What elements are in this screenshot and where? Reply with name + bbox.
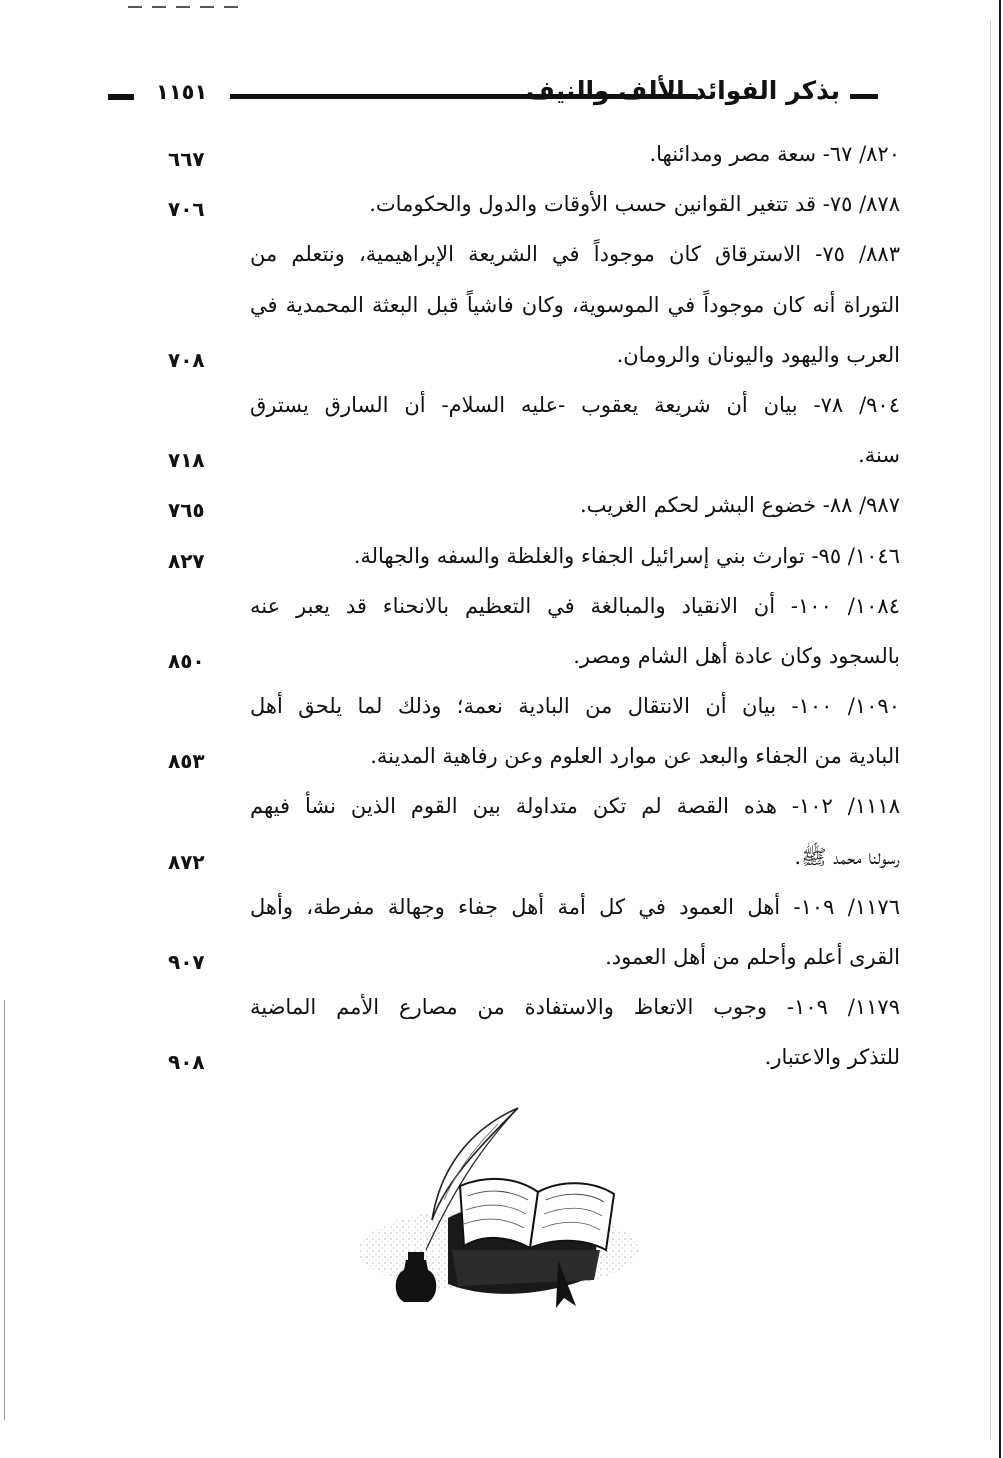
running-title: بذكر الفوائد الألف والنيف (525, 76, 840, 105)
entry-text: البادية من الجفاء والبعد عن موارد العلوم وعن رفاهية المدينة. (370, 744, 900, 769)
index-entry-line (150, 336, 900, 386)
index-entry-line (150, 888, 900, 938)
running-header (108, 76, 878, 116)
entry-text: ٨٨٣/ ٧٥- الاسترقاق كان موجوداً في الشريعة الإبراهيمية، ونتعلم من (250, 242, 900, 267)
entry-page-ref: ٦٦٧ (168, 147, 205, 171)
index-entry-line (150, 838, 900, 888)
index-entry-line (150, 637, 900, 687)
entry-text: التوراة أنه كان موجوداً في الموسوية، وكان فاشياً قبل البعثة المحمدية في (250, 292, 900, 317)
index-entry-line (150, 938, 900, 988)
index-entry-line (150, 537, 900, 587)
entry-page-ref: ٨٧٢ (168, 849, 205, 874)
page-edge-shadow (990, 20, 991, 1440)
entry-page-ref: ٨٢٧ (168, 548, 205, 573)
entry-page-ref: ٩٠٨ (168, 1050, 205, 1075)
entry-text: ١٠٨٤/ ١٠٠- أن الانقياد والمبالغة في التعظيم بالانحناء قد يعبر عنه (250, 593, 900, 618)
entry-text: ٩٠٤/ ٧٨- بيان أن شريعة يعقوب -عليه السلام- أن السارق يسترق (250, 392, 900, 417)
entry-text: ١٠٤٦/ ٩٥- توارث بني إسرائيل الجفاء والغلظة والسفه والجهالة. (353, 543, 900, 568)
index-entry-line (150, 185, 900, 235)
entry-page-ref: ٩٠٧ (168, 950, 205, 974)
entry-text: ٩٨٧/ ٨٨- خضوع البشر لحكم الغريب. (579, 493, 900, 518)
entry-text: بالسجود وكان عادة أهل الشام ومصر. (573, 643, 900, 668)
header-dash-right (850, 94, 878, 99)
index-entry-line (150, 286, 900, 336)
index-entry-line (150, 587, 900, 637)
index-entry-line (150, 235, 900, 285)
entry-text: للتذكر والاعتبار. (764, 1045, 900, 1070)
index-entry-line (150, 135, 900, 185)
entry-page-ref: ٧١٨ (168, 448, 205, 473)
entry-text: رسولنا محمد ﷺ. (794, 844, 900, 869)
entry-text: ٨٧٨/ ٧٥- قد تتغير القوانين حسب الأوقات والدول والحكومات. (369, 192, 900, 217)
index-entry-line (150, 787, 900, 837)
page-edge-left (4, 1000, 5, 1420)
index-entry-line (150, 386, 900, 436)
entry-text: ١١٧٩/ ١٠٩- وجوب الاتعاظ والاستفادة من مصارع الأمم الماضية (250, 995, 900, 1020)
entry-page-ref: ٧٠٨ (168, 347, 205, 372)
index-list (150, 135, 900, 1089)
page-number: ١١٥١ (156, 80, 208, 104)
page-edge-right (999, 0, 1001, 1458)
entry-text: ١٠٩٠/ ١٠٠- بيان أن الانتقال من البادية نعمة؛ وذلك لما يلحق أهل (250, 694, 900, 719)
entry-text: العرب واليهود واليونان والرومان. (616, 342, 900, 367)
index-entry-line (150, 436, 900, 486)
book-quill-inkwell-icon (348, 1100, 648, 1310)
scan-artifact-dashes (128, 6, 238, 8)
entry-page-ref: ٧٦٥ (168, 498, 205, 523)
entry-page-ref: ٨٥٠ (168, 648, 205, 673)
entry-page-ref: ٧٠٦ (168, 197, 205, 222)
index-entry-line (150, 486, 900, 536)
entry-text: ٨٢٠/ ٦٧- سعة مصر ومدائنها. (649, 142, 900, 166)
entry-text: سنة. (858, 443, 900, 468)
header-dash-left (108, 94, 134, 100)
index-entry-line (150, 988, 900, 1038)
entry-text: ١١٧٦/ ١٠٩- أهل العمود في كل أمة أهل جفاء وجهالة مفرطة، وأهل (250, 894, 900, 919)
index-entry-line (150, 737, 900, 787)
entry-text: ١١١٨/ ١٠٢- هذه القصة لم تكن متداولة بين القوم الذين نشأ فيهم (250, 794, 900, 819)
entry-page-ref: ٨٥٣ (168, 749, 205, 774)
index-entry-line (150, 1038, 900, 1088)
entry-text: القرى أعلم وأحلم من أهل العمود. (605, 945, 900, 969)
index-entry-line (150, 687, 900, 737)
